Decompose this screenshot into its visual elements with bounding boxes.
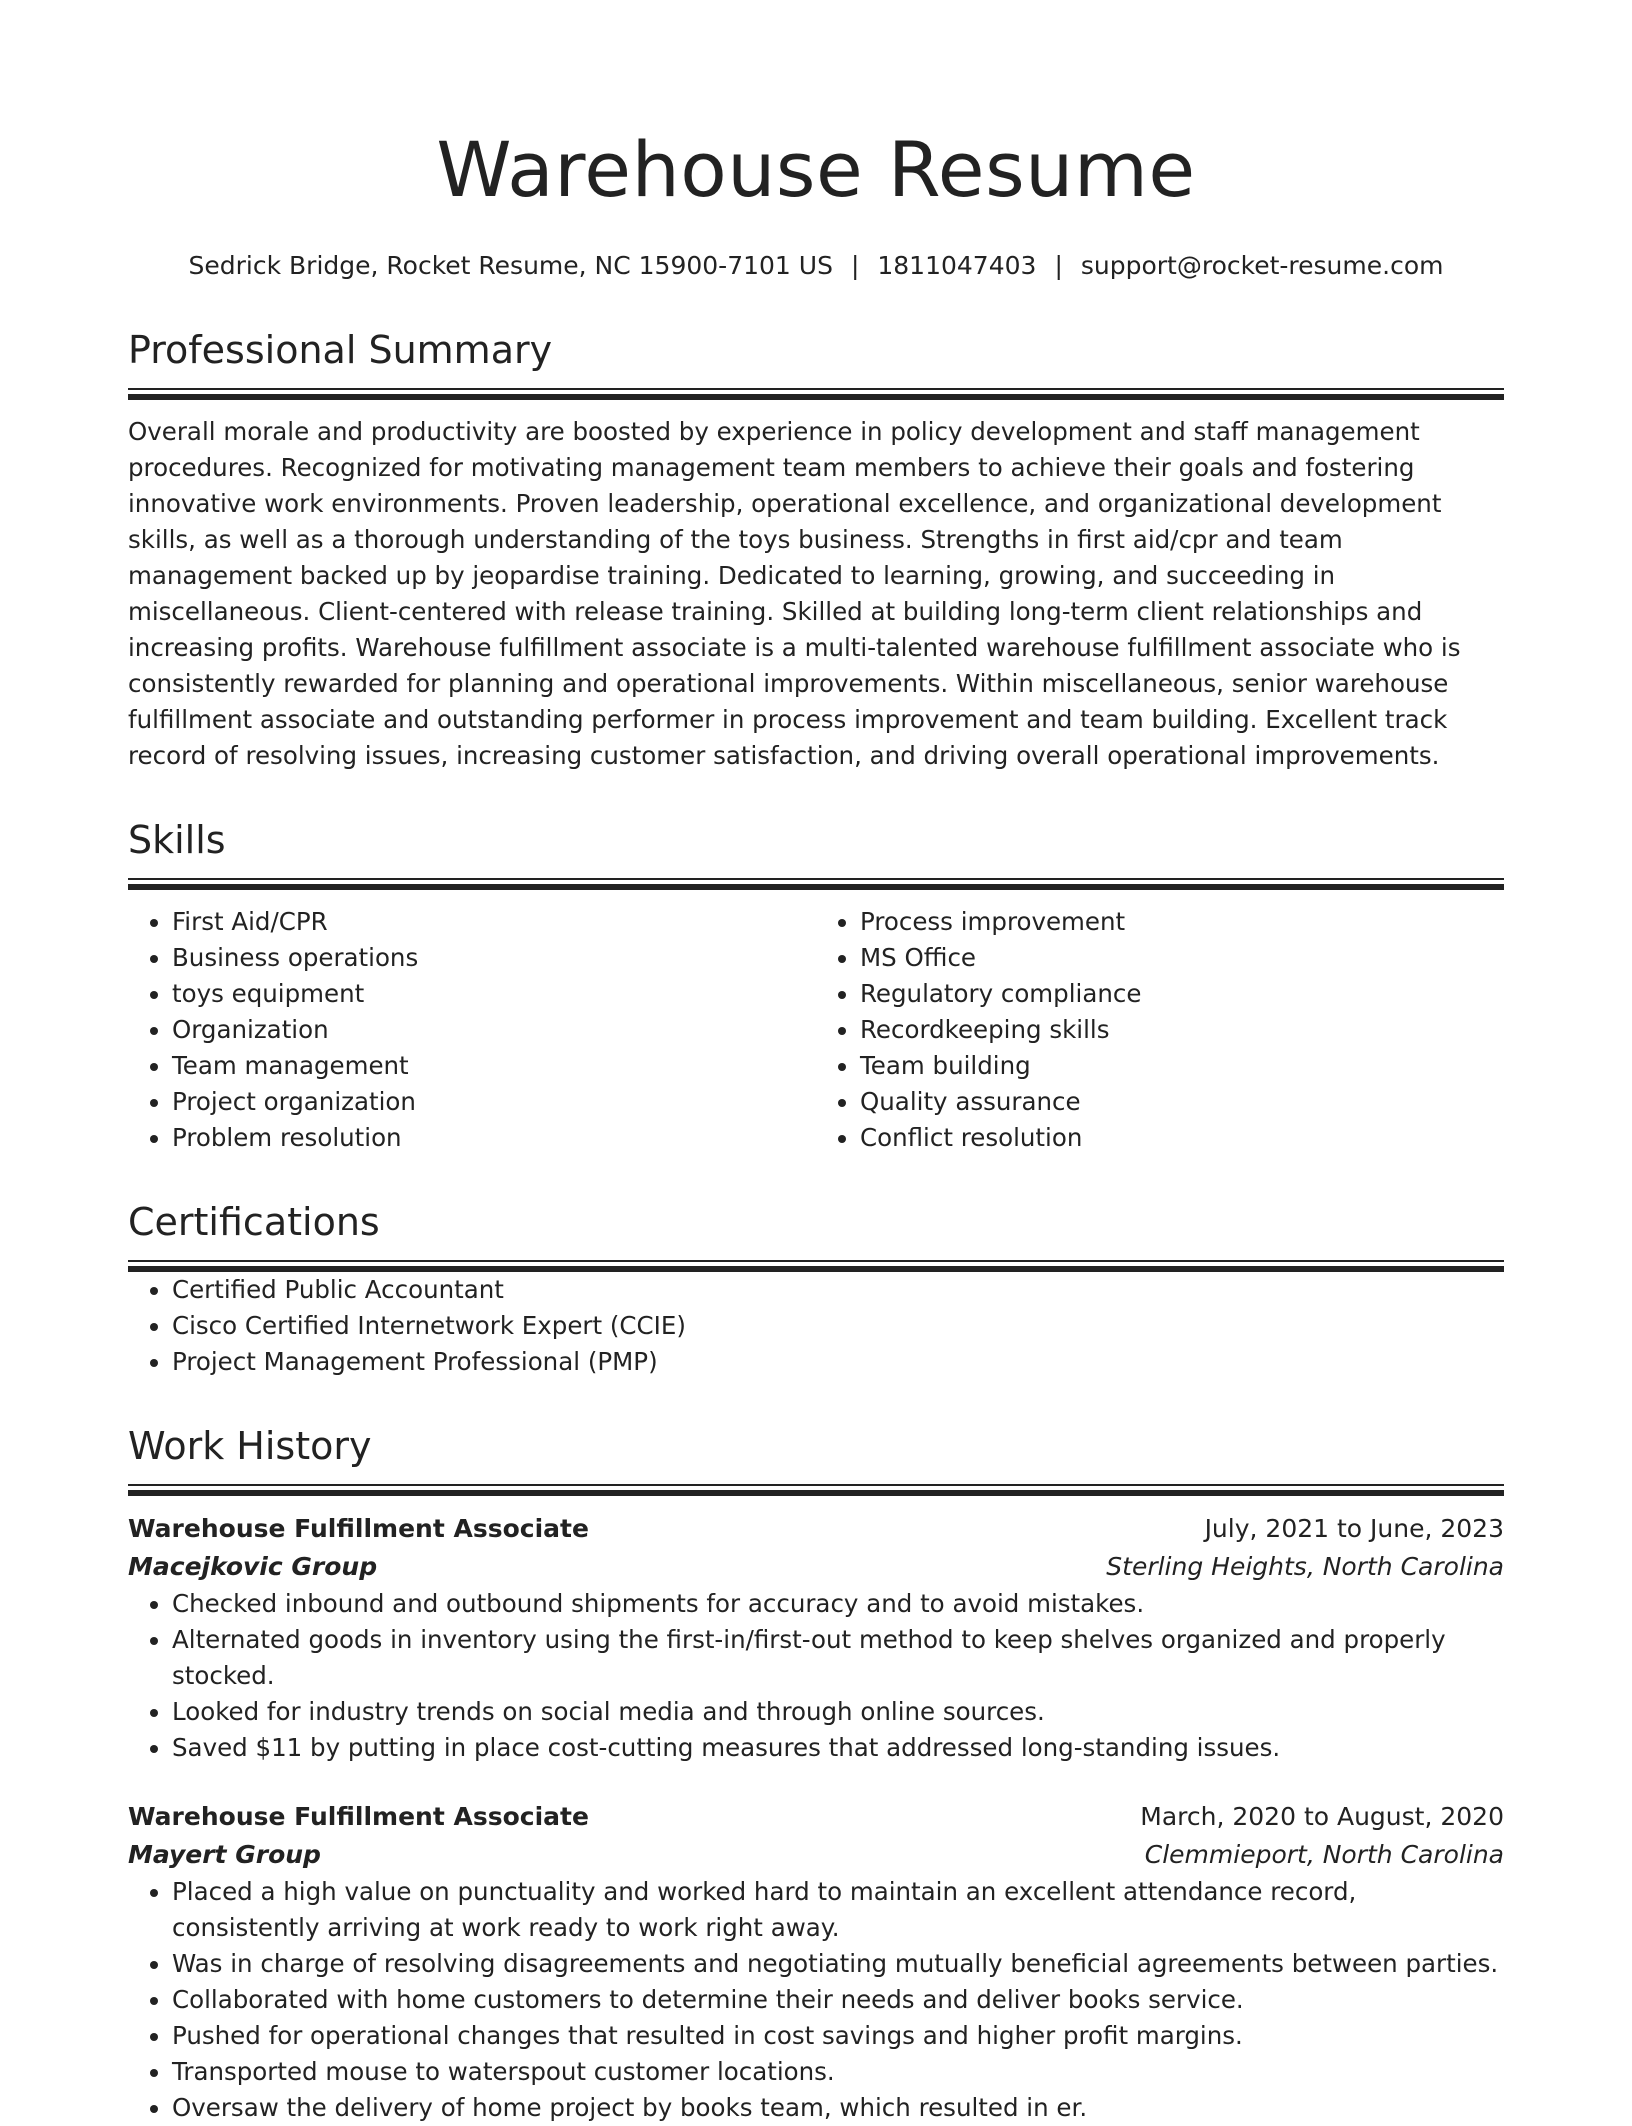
- job-header-row: [128, 1510, 1504, 1548]
- job-duty: • Pushed for operational changes that resulted in cost savings and higher profit margins.: [172, 2018, 1504, 2054]
- job-duty: • Was in charge of resolving disagreements and negotiating mutually beneficial agreements between parties.: [172, 1946, 1504, 1982]
- skills-list-right: [816, 904, 1504, 1156]
- job-company-row: [128, 1836, 1504, 1874]
- certification-item: • Certified Public Accountant: [172, 1272, 1504, 1308]
- skill-item: • MS Office: [860, 940, 1504, 976]
- skill-item: • Regulatory compliance: [860, 976, 1504, 1012]
- summary-text: Overall morale and productivity are boosted by experience in policy development and staff management procedures. Recognized for motivating management team members to achieve their goals and fostering innovative work environments. Proven leadership, operational excellence, and organizational development skills, as well as a thorough understanding of the toys business. Strengths in first aid/cpr and team management backed up by jeopardise training. Dedicated to learning, growing, and succeeding in miscellaneous. Client-centered with release training. Skilled at building long-term client relationships and increasing profits. Warehouse fulfillment associate is a multi-talented warehouse fulfillment associate who is consistently rewarded for planning and operational improvements. Within miscellaneous, senior warehouse fulfillment associate and outstanding performer in process improvement and team building. Excellent track record of resolving issues, increasing customer satisfaction, and driving overall operational improvements.: [128, 417, 1461, 770]
- section-divider: [128, 878, 1504, 890]
- section-heading-skills: Skills: [128, 818, 226, 862]
- skill-item: • Business operations: [172, 940, 816, 976]
- contact-line: [128, 248, 1504, 284]
- section-heading-work-history: Work History: [128, 1424, 372, 1468]
- skill-item: • Quality assurance: [860, 1084, 1504, 1120]
- skills-list-left: [128, 904, 816, 1156]
- work-history-section: [128, 1422, 1504, 2126]
- skill-item: • Problem resolution: [172, 1120, 816, 1156]
- job-company: Macejkovic Group: [128, 1552, 378, 1581]
- section-divider: [128, 388, 1504, 400]
- certification-item: • Project Management Professional (PMP): [172, 1344, 1504, 1380]
- skill-item: • Process improvement: [860, 904, 1504, 940]
- job-dates: July, 2021 to June, 2023: [1204, 1514, 1504, 1543]
- document-title: Warehouse Resume: [436, 125, 1196, 214]
- job-duties-list: [128, 1874, 1504, 2126]
- certifications-section: [128, 1198, 1504, 1380]
- contact-address: Sedrick Bridge, Rocket Resume, NC 15900-7101 US: [188, 251, 833, 280]
- job-duties-list: [128, 1586, 1504, 1766]
- job-location: Clemmieport, North Carolina: [1144, 1840, 1504, 1869]
- job-duty: • Checked inbound and outbound shipments for accuracy and to avoid mistakes.: [172, 1586, 1504, 1622]
- contact-separator: |: [850, 251, 860, 280]
- job-header-row: [128, 1798, 1504, 1836]
- skills-grid: [128, 904, 1504, 1156]
- contact-phone: 1811047403: [877, 251, 1037, 280]
- skill-item: • First Aid/CPR: [172, 904, 816, 940]
- job-title: Warehouse Fulfillment Associate: [128, 1514, 589, 1543]
- certification-item: • Cisco Certified Internetwork Expert (CCIE): [172, 1308, 1504, 1344]
- summary-section: [128, 326, 1504, 774]
- job-entry: [128, 1798, 1504, 2126]
- contact-separator: |: [1054, 251, 1063, 280]
- section-heading-certifications: Certifications: [128, 1200, 380, 1244]
- job-entry: [128, 1510, 1504, 1766]
- job-duty: • Transported mouse to waterspout customer locations.: [172, 2054, 1504, 2090]
- job-duty: • Alternated goods in inventory using the first-in/first-out method to keep shelves organized and properly stocked.: [172, 1622, 1504, 1694]
- skill-item: • Organization: [172, 1012, 816, 1048]
- skill-item: • Recordkeeping skills: [860, 1012, 1504, 1048]
- skill-item: • toys equipment: [172, 976, 816, 1012]
- certifications-list: [128, 1272, 1504, 1380]
- job-company-row: [128, 1548, 1504, 1586]
- contact-email: support@rocket-resume.com: [1080, 251, 1444, 280]
- job-dates: March, 2020 to August, 2020: [1140, 1802, 1504, 1831]
- section-divider: [128, 1260, 1504, 1272]
- skill-item: • Project organization: [172, 1084, 816, 1120]
- job-location: Sterling Heights, North Carolina: [1106, 1552, 1504, 1581]
- section-heading-summary: Professional Summary: [128, 328, 553, 372]
- skill-item: • Team management: [172, 1048, 816, 1084]
- job-duty: • Collaborated with home customers to determine their needs and deliver books service.: [172, 1982, 1504, 2018]
- job-duty: • Looked for industry trends on social media and through online sources.: [172, 1694, 1504, 1730]
- skill-item: • Team building: [860, 1048, 1504, 1084]
- skill-item: • Conflict resolution: [860, 1120, 1504, 1156]
- job-company: Mayert Group: [128, 1840, 321, 1869]
- job-duty: • Saved $11 by putting in place cost-cutting measures that addressed long-standing issues.: [172, 1730, 1504, 1766]
- section-divider: [128, 1484, 1504, 1496]
- skills-section: [128, 816, 1504, 1156]
- job-title: Warehouse Fulfillment Associate: [128, 1802, 589, 1831]
- job-duty: • Placed a high value on punctuality and worked hard to maintain an excellent attendance record, consistently arriving at work ready to work right away.: [172, 1874, 1504, 1946]
- job-duty: • Oversaw the delivery of home project by books team, which resulted in er.: [172, 2090, 1504, 2126]
